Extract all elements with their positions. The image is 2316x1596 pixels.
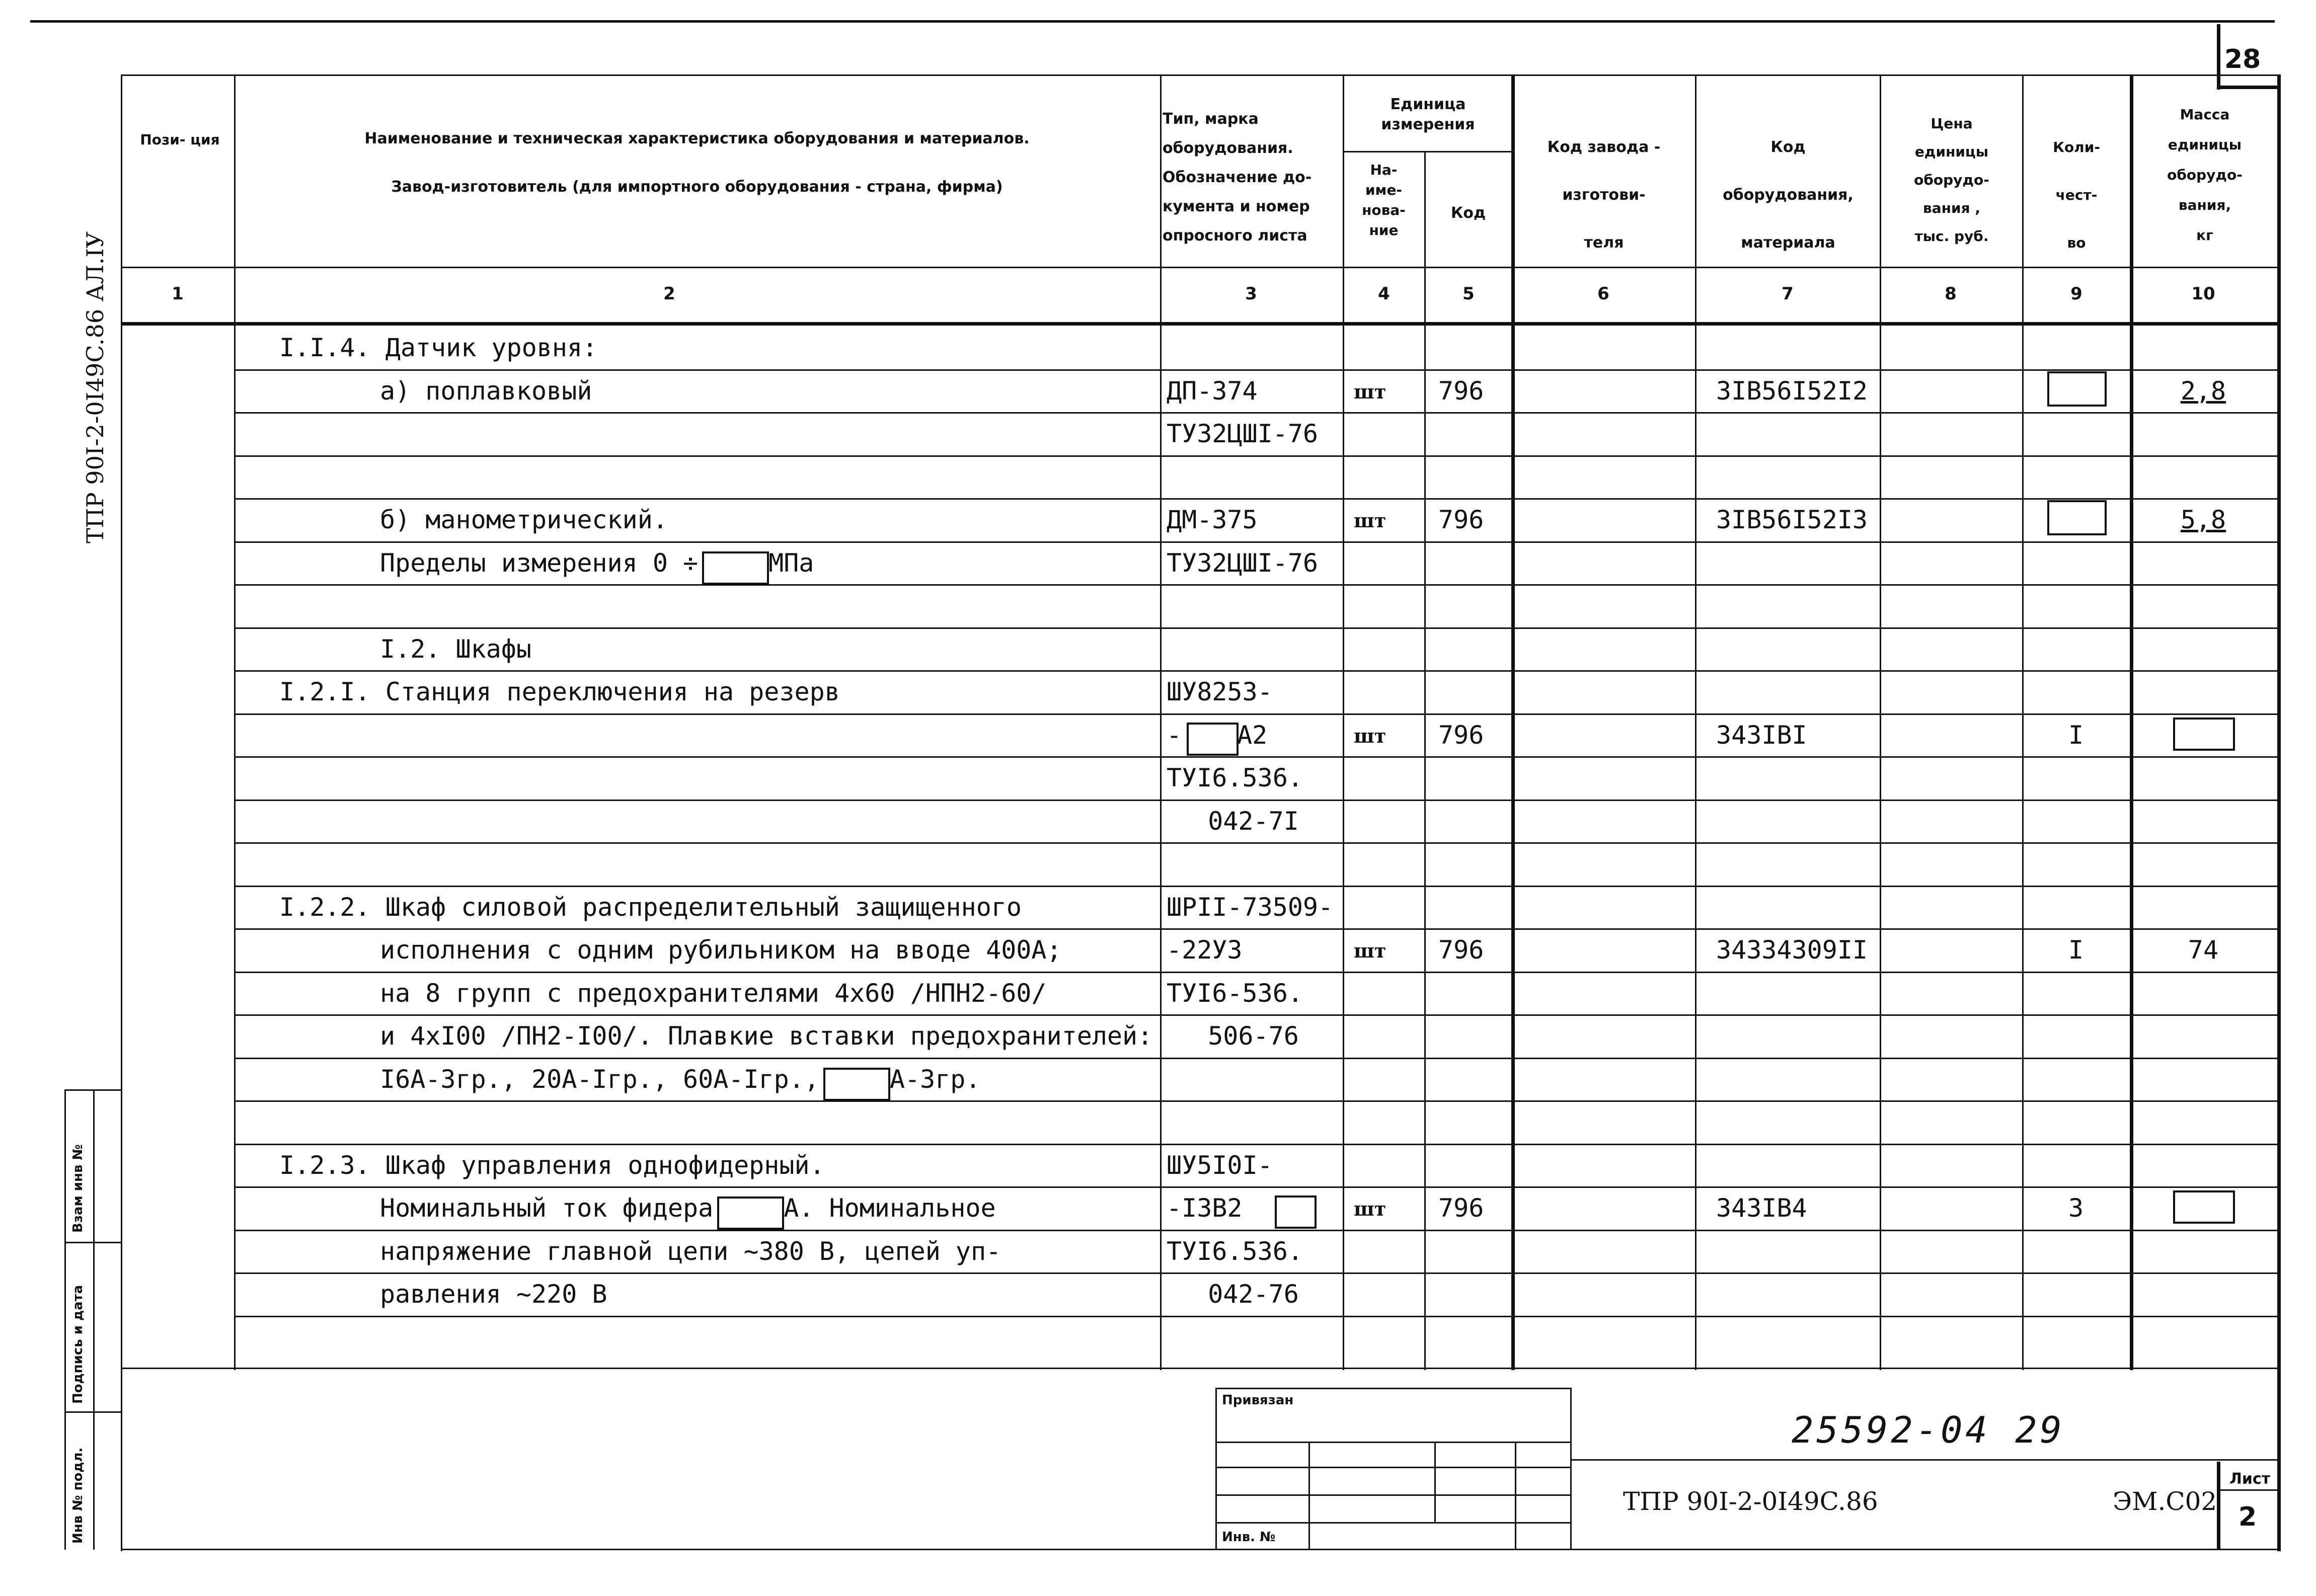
- stamp-sheet-box-mid: [2217, 1489, 2280, 1491]
- header-mass-l5: кг: [2196, 227, 2213, 244]
- header-mass-l1: Масса: [2180, 106, 2230, 123]
- unit-group-divider: [1343, 151, 1511, 152]
- numbers-row-bottom-line: [121, 322, 2280, 326]
- row-quantity: 3: [2068, 1193, 2084, 1223]
- sheet-corner-number: 28: [2224, 44, 2261, 74]
- header-unit-name-l3: нова-: [1362, 202, 1406, 218]
- row-description: I.2.2. Шкаф силовой распределительный защищенного: [279, 892, 1022, 922]
- row-mass: 2,8: [2180, 376, 2226, 406]
- stamp-doc-code: ТПР 90I-2-0I49C.86: [1623, 1487, 1878, 1516]
- row-type: ТУ32ЦШI-76: [1167, 419, 1319, 448]
- row-quantity: I: [2068, 720, 2084, 750]
- header-equip-code-l1: Код: [1770, 138, 1806, 156]
- header-position: Пози- ция: [140, 131, 220, 148]
- row-line: [234, 1316, 2279, 1317]
- row-type: 042-76: [1208, 1280, 1299, 1309]
- row-line: [234, 670, 2279, 672]
- row-type: ТУI6-536.: [1167, 978, 1303, 1008]
- row-unit: шт: [1354, 1198, 1386, 1220]
- col-sep-7: [1880, 74, 1881, 1370]
- header-qty: [2024, 123, 2129, 267]
- row-unit-code: 796: [1438, 376, 1484, 406]
- header-unit-code: Код: [1450, 204, 1486, 222]
- stamp-sheet-box-left: [2217, 1462, 2220, 1550]
- header-unit-name-l4: ние: [1369, 222, 1399, 238]
- col-sep-1: [234, 74, 236, 1370]
- row-description: Пределы измерения 0 ÷: [380, 548, 699, 578]
- header-type-l5: опросного листа: [1163, 227, 1307, 245]
- row-description-tail: А-3гр.: [889, 1064, 981, 1094]
- stamp-bound-c1: [1308, 1442, 1310, 1549]
- col-number-4: 4: [1378, 284, 1390, 304]
- row-line: [234, 972, 2279, 973]
- row-line: [234, 1100, 2279, 1102]
- row-quantity: I: [2068, 935, 2084, 965]
- side-stamp-inv-orig: Инв № подл.: [70, 1447, 86, 1544]
- row-unit: шт: [1354, 509, 1386, 532]
- side-stamp-div2: [64, 1411, 122, 1413]
- row-unit-code: 796: [1438, 720, 1484, 750]
- row-type: ШУ8253-: [1167, 677, 1273, 706]
- col-sep-6: [1695, 74, 1696, 1370]
- stamp-sheet-number: 2: [2238, 1502, 2257, 1532]
- side-stamp-replacement: Взам инв №: [70, 1144, 86, 1233]
- row-type: -I3B2: [1167, 1193, 1243, 1223]
- header-equip-code-l2: оборудования,: [1723, 186, 1854, 204]
- blank-fill-box: [717, 1196, 784, 1230]
- stamp-bound-r1: [1215, 1442, 1572, 1443]
- mass-blank-box: [2173, 1190, 2235, 1224]
- row-line: [234, 455, 2279, 457]
- side-stamp-signature: Подпись и дата: [70, 1285, 86, 1404]
- blank-fill-box: [702, 551, 769, 585]
- header-unit-name-l1: На-: [1370, 162, 1398, 178]
- row-line: [234, 842, 2279, 844]
- header-unit-group: Единица измерения: [1381, 96, 1475, 133]
- row-line: [234, 713, 2279, 715]
- header-factory-code-l2: изготови-: [1562, 186, 1646, 204]
- header-factory-code: [1514, 123, 1694, 267]
- handwritten-number: 25592-04 29: [1792, 1409, 2065, 1451]
- quantity-blank-box: [2047, 371, 2107, 407]
- col-sep-5: [1511, 74, 1515, 1370]
- col-number-3: 3: [1245, 284, 1257, 304]
- row-line: [234, 1014, 2279, 1016]
- header-qty-l2: чест-: [2055, 187, 2098, 203]
- header-price-l5: тыс. руб.: [1914, 228, 1989, 245]
- table-top-line: [121, 74, 2280, 76]
- row-type: ТУ32ЦШI-76: [1167, 548, 1319, 578]
- row-type: A2: [1237, 720, 1268, 750]
- col-number-1: 1: [172, 284, 184, 304]
- row-type: ШРII-73509-: [1167, 892, 1334, 922]
- table-left-line: [121, 74, 122, 1551]
- row-type: ДП-374: [1167, 376, 1258, 406]
- stamp-bound-label: Привязан: [1222, 1393, 1294, 1408]
- stamp-bound-right: [1570, 1388, 1572, 1549]
- row-description: на 8 групп с предохранителями 4х60 /НПН2-60/: [380, 978, 1047, 1008]
- header-factory-code-l3: теля: [1584, 234, 1624, 252]
- row-unit-code: 796: [1438, 1193, 1484, 1223]
- row-type: -22У3: [1167, 935, 1243, 965]
- header-factory-code-l1: Код завода -: [1547, 138, 1661, 156]
- row-type: 506-76: [1208, 1021, 1299, 1051]
- row-line: [234, 1272, 2279, 1274]
- col-number-6: 6: [1597, 284, 1609, 304]
- stamp-mark: ЭМ.С02: [2113, 1487, 2217, 1516]
- stamp-bound-left: [1215, 1388, 1217, 1549]
- stamp-bound-r3: [1215, 1494, 1572, 1496]
- row-description: I.2.I. Станция переключения на резерв: [279, 677, 840, 706]
- col-sep-2: [1160, 74, 1162, 1370]
- sheet-number-box-left: [2217, 24, 2220, 90]
- quantity-blank-box: [2047, 500, 2107, 535]
- col-sep-9: [2130, 74, 2133, 1370]
- table-body-bottom-line: [121, 1368, 2280, 1369]
- row-unit-code: 796: [1438, 935, 1484, 965]
- stamp-sheet-label: Лист: [2229, 1470, 2271, 1488]
- stamp-bound-top: [1215, 1388, 1572, 1389]
- header-type-l2: оборудования.: [1163, 139, 1293, 157]
- row-unit: шт: [1354, 380, 1386, 403]
- side-stamp-mid: [93, 1089, 95, 1550]
- header-unit-name: [1345, 160, 1423, 241]
- row-equipment-code: 3IB56I52I3: [1716, 505, 1868, 534]
- row-equipment-code: 34334309II: [1716, 935, 1868, 965]
- row-description: I.2. Шкафы: [380, 634, 532, 664]
- sheet-number-box-bottom: [2217, 86, 2280, 89]
- header-mass-l2: единицы: [2168, 136, 2242, 153]
- header-equip-code: [1697, 123, 1879, 267]
- header-qty-l1: Коли-: [2053, 139, 2100, 155]
- row-line: [234, 1230, 2279, 1231]
- col-number-2: 2: [663, 284, 675, 304]
- side-stamp-left: [64, 1089, 66, 1550]
- stamp-bound-r4: [1215, 1522, 1572, 1524]
- row-type: 042-7I: [1208, 806, 1299, 836]
- row-description: б) манометрический.: [380, 505, 668, 534]
- header-price-l2: единицы: [1914, 143, 1989, 160]
- row-line: [234, 627, 2279, 629]
- row-description-tail: А. Номинальное: [784, 1193, 996, 1223]
- col-number-8: 8: [1945, 284, 1957, 304]
- table-bottom-line: [121, 1549, 2280, 1550]
- col-number-10: 10: [2191, 284, 2215, 304]
- top-border-line: [30, 20, 2275, 23]
- stamp-bound-r2: [1215, 1467, 1572, 1468]
- row-description: Номинальный ток фидера: [380, 1193, 714, 1223]
- header-type-l3: Обозначение до-: [1163, 169, 1312, 186]
- header-type-l4: кумента и номер: [1163, 198, 1310, 215]
- stamp-bound-c3: [1515, 1442, 1516, 1549]
- header-price: [1882, 110, 2021, 251]
- row-description-tail: МПа: [768, 548, 814, 578]
- row-equipment-code: 343IB4: [1716, 1193, 1807, 1223]
- row-line: [234, 584, 2279, 586]
- header-equip-code-l3: материала: [1741, 234, 1835, 252]
- row-line: [234, 1058, 2279, 1059]
- header-unit-name-l2: име-: [1365, 182, 1403, 198]
- row-unit-code: 796: [1438, 505, 1484, 534]
- col-number-7: 7: [1782, 284, 1794, 304]
- header-price-l4: вания ,: [1923, 200, 1980, 216]
- row-description: I.2.3. Шкаф управления однофидерный.: [279, 1150, 825, 1180]
- row-type-prefix: -: [1167, 720, 1182, 750]
- row-line: [234, 800, 2279, 801]
- header-qty-l3: во: [2067, 234, 2086, 251]
- row-unit: шт: [1354, 724, 1386, 747]
- side-stamp-top: [64, 1089, 122, 1091]
- row-line: [234, 756, 2279, 758]
- blank-fill-box: [1187, 723, 1239, 756]
- row-mass: 74: [2188, 935, 2219, 965]
- row-line: [234, 541, 2279, 543]
- header-type: [1163, 105, 1341, 251]
- col-sep-8: [2022, 74, 2024, 1370]
- row-equipment-code: 343IBI: [1716, 720, 1807, 750]
- header-mass-l3: оборудо-: [2167, 167, 2243, 183]
- header-type-l1: Тип, марка: [1163, 110, 1259, 128]
- header-price-l3: оборудо-: [1914, 172, 1989, 188]
- row-type: ДМ-375: [1167, 505, 1258, 534]
- row-type: ТУI6.536.: [1167, 1236, 1303, 1266]
- table-right-line: [2277, 74, 2281, 1551]
- header-mass-l4: вания,: [2178, 197, 2231, 213]
- col-sep-3: [1343, 74, 1344, 1370]
- row-description: а) поплавковый: [380, 376, 592, 406]
- row-description: I.I.4. Датчик уровня:: [279, 333, 598, 362]
- row-type: ТУI6.536.: [1167, 763, 1303, 792]
- header-bottom-line: [121, 267, 2280, 268]
- col-number-5: 5: [1462, 284, 1475, 304]
- row-equipment-code: 3IB56I52I2: [1716, 376, 1868, 406]
- row-mass: 5,8: [2180, 505, 2226, 534]
- row-line: [234, 369, 2279, 371]
- row-description: и 4хI00 /ПН2-I00/. Плавкие вставки предохранителей:: [380, 1021, 1153, 1051]
- row-description: равления ~220 В: [380, 1280, 607, 1309]
- header-mass: [2134, 100, 2276, 251]
- row-description: напряжение главной цепи ~380 В, цепей уп-: [380, 1236, 1001, 1266]
- stamp-code-line: [1572, 1459, 2279, 1461]
- row-unit: шт: [1354, 939, 1386, 962]
- row-description: исполнения с одним рубильником на вводе 400А;: [380, 935, 1062, 965]
- header-price-l1: Цена: [1931, 115, 1973, 132]
- row-line: [234, 886, 2279, 887]
- row-line: [234, 498, 2279, 500]
- col-number-9: 9: [2070, 284, 2082, 304]
- row-line: [234, 928, 2279, 930]
- row-line: [234, 1144, 2279, 1145]
- row-line: [234, 1186, 2279, 1188]
- blank-fill-box: [823, 1068, 890, 1101]
- row-type: ШУ5I0I-: [1167, 1150, 1273, 1180]
- header-name-line2: Завод-изготовитель (для импортного оборудования - страна, фирма): [391, 178, 1003, 196]
- side-stamp-div1: [64, 1242, 122, 1243]
- blank-fill-box: [1275, 1195, 1317, 1229]
- header-name-line1: Наименование и техническая характеристика оборудования и материалов.: [364, 130, 1030, 147]
- stamp-inv-label: Инв. №: [1222, 1530, 1276, 1545]
- row-line: [234, 412, 2279, 414]
- side-document-label: ТПР 90I-2-0I49C.86 АЛ.IУ: [82, 231, 109, 543]
- mass-blank-box: [2173, 717, 2235, 751]
- row-description: I6А-3гр., 20А-Iгр., 60А-Iгр.,: [380, 1064, 819, 1094]
- stamp-bound-c2: [1434, 1442, 1436, 1522]
